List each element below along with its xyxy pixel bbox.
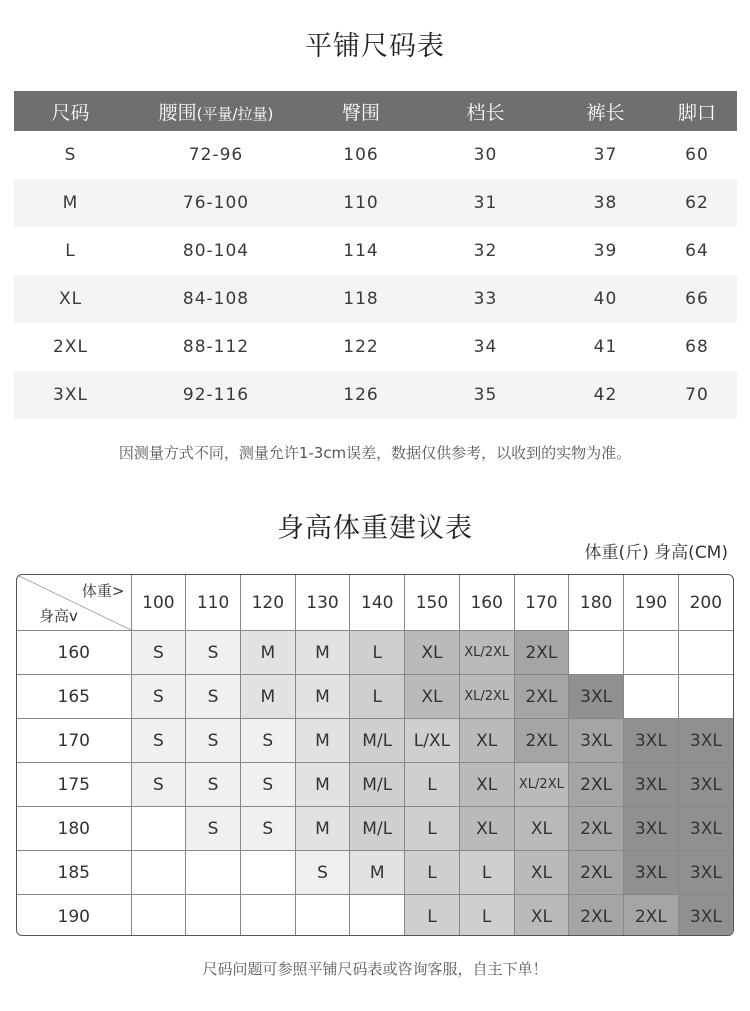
- size-header-label: 尺码: [51, 101, 90, 124]
- recommend-row: [17, 895, 733, 937]
- recommend-size-cell: M: [350, 851, 405, 895]
- weight-header-cell: 180: [569, 575, 624, 631]
- height-cell: 175: [17, 763, 131, 807]
- height-axis-label: 身高v: [39, 607, 78, 625]
- size-value-cell: 39: [593, 241, 618, 261]
- size-label-cell: S: [64, 145, 77, 165]
- recommend-size-cell: XL: [514, 807, 569, 851]
- recommend-size-cell: [623, 675, 678, 719]
- recommend-size-cell: 2XL: [569, 763, 624, 807]
- size-header-sublabel: (平量/拉量): [196, 104, 274, 123]
- recommend-row: [17, 807, 733, 851]
- recommend-row: [17, 763, 733, 807]
- recommend-size-cell: 3XL: [678, 851, 733, 895]
- recommend-table: [17, 575, 733, 936]
- recommend-size-cell: 3XL: [623, 763, 678, 807]
- size-value-cell: 33: [417, 275, 554, 323]
- size-value-cell: 92-116: [127, 371, 305, 419]
- height-cell: 185: [17, 851, 131, 895]
- weight-header-cell: 120: [240, 575, 295, 631]
- recommend-size-cell: [186, 851, 241, 895]
- weight-header-cell: 140: [350, 575, 405, 631]
- recommend-size-cell: M/L: [350, 807, 405, 851]
- size-value-cell: 42: [554, 371, 657, 419]
- recommend-title: 身高体重建议表: [277, 513, 473, 544]
- size-value-cell: 37: [593, 145, 618, 165]
- recommend-size-cell: 3XL: [623, 807, 678, 851]
- size-value-cell: 88-112: [182, 337, 250, 357]
- recommend-size-cell: [131, 895, 186, 937]
- height-cell: 160: [17, 631, 131, 675]
- recommend-size-cell: 2XL: [569, 851, 624, 895]
- size-header-cell: [127, 91, 305, 131]
- size-row: [14, 323, 737, 371]
- recommend-size-cell: M: [240, 631, 295, 675]
- size-header-label: 裤长: [586, 101, 625, 124]
- recommend-size-cell: M: [295, 763, 350, 807]
- weight-header-cell: 150: [405, 575, 460, 631]
- recommend-size-cell: [678, 631, 733, 675]
- recommend-size-cell: XL/2XL: [459, 631, 514, 675]
- recommend-size-cell: M: [295, 807, 350, 851]
- recommend-size-cell: S: [131, 719, 186, 763]
- size-value-cell: 38: [554, 179, 657, 227]
- recommend-size-cell: S: [186, 719, 241, 763]
- weight-header-cell: 130: [295, 575, 350, 631]
- recommend-size-cell: S: [240, 807, 295, 851]
- recommend-size-cell: M: [295, 675, 350, 719]
- recommend-size-cell: L: [405, 807, 460, 851]
- recommend-size-cell: [350, 895, 405, 937]
- size-value-cell: 40: [554, 275, 657, 323]
- size-chart-header-row: [14, 91, 737, 131]
- size-value-cell: 64: [685, 241, 709, 261]
- recommend-size-cell: L: [405, 895, 460, 937]
- recommend-size-cell: L: [459, 895, 514, 937]
- size-value-cell: 31: [417, 179, 554, 227]
- recommend-size-cell: M/L: [350, 719, 405, 763]
- size-row: [14, 179, 737, 227]
- corner-header: [17, 575, 131, 631]
- size-row: [14, 275, 737, 323]
- size-value-cell: 62: [657, 179, 737, 227]
- weight-header-cell: 110: [186, 575, 241, 631]
- size-header-label: 臀围: [341, 101, 380, 124]
- recommend-row: [17, 675, 733, 719]
- size-row: [14, 227, 737, 275]
- recommend-size-cell: 2XL: [569, 807, 624, 851]
- recommend-size-cell: S: [295, 851, 350, 895]
- size-row: [14, 371, 737, 419]
- size-label-cell: M: [14, 179, 127, 227]
- weight-header-cell: 190: [623, 575, 678, 631]
- recommend-size-cell: L: [405, 763, 460, 807]
- size-header-cell: [305, 91, 417, 131]
- recommend-row: [17, 631, 733, 675]
- size-header-cell: [14, 91, 127, 131]
- recommend-size-cell: [240, 895, 295, 937]
- recommend-size-cell: S: [131, 675, 186, 719]
- weight-header-cell: 100: [131, 575, 186, 631]
- recommend-size-cell: S: [240, 719, 295, 763]
- size-value-cell: 68: [685, 337, 709, 357]
- recommend-size-cell: M/L: [350, 763, 405, 807]
- recommend-size-cell: XL: [514, 851, 569, 895]
- recommend-size-cell: 3XL: [569, 675, 624, 719]
- recommend-size-cell: S: [186, 631, 241, 675]
- weight-header-cell: 170: [514, 575, 569, 631]
- recommend-size-cell: S: [131, 763, 186, 807]
- size-value-cell: 80-104: [182, 241, 250, 261]
- height-cell: 165: [17, 675, 131, 719]
- size-chart-table: [14, 91, 737, 419]
- size-label-cell: XL: [14, 275, 127, 323]
- recommend-size-cell: 2XL: [514, 719, 569, 763]
- recommend-size-cell: [240, 851, 295, 895]
- recommend-size-cell: M: [295, 719, 350, 763]
- size-label-cell: L: [65, 241, 76, 261]
- weight-header-row: [17, 575, 733, 631]
- size-value-cell: 72-96: [188, 145, 244, 165]
- recommend-size-cell: XL: [459, 763, 514, 807]
- size-value-cell: 118: [305, 275, 417, 323]
- unit-label: 体重(斤) 身高(CM): [584, 543, 728, 563]
- recommend-size-cell: L: [459, 851, 514, 895]
- recommend-size-cell: 3XL: [569, 719, 624, 763]
- recommend-size-cell: XL: [459, 719, 514, 763]
- measurement-note: 因测量方式不同，测量允许1-3cm误差，数据仅供参考，以收到的实物为准。: [118, 444, 632, 462]
- size-header-cell: [657, 91, 737, 131]
- recommend-size-cell: L: [405, 851, 460, 895]
- recommend-size-cell: L: [350, 631, 405, 675]
- weight-header-cell: 160: [459, 575, 514, 631]
- recommend-size-cell: 3XL: [678, 807, 733, 851]
- size-chart-title: 平铺尺码表: [305, 31, 445, 62]
- recommend-row: [17, 719, 733, 763]
- recommend-size-cell: M: [295, 631, 350, 675]
- recommend-size-cell: [131, 807, 186, 851]
- size-value-cell: 84-108: [127, 275, 305, 323]
- size-value-cell: 60: [685, 145, 709, 165]
- recommend-size-cell: [623, 631, 678, 675]
- recommend-size-cell: [295, 895, 350, 937]
- recommend-size-cell: M: [240, 675, 295, 719]
- size-value-cell: 32: [473, 241, 498, 261]
- recommend-size-cell: S: [240, 763, 295, 807]
- recommend-size-cell: [131, 851, 186, 895]
- height-cell: 190: [17, 895, 131, 937]
- size-header-label: 腰围: [158, 101, 197, 124]
- recommend-size-cell: 2XL: [514, 675, 569, 719]
- size-header-label: 档长: [466, 101, 505, 124]
- recommend-size-cell: 3XL: [678, 895, 733, 937]
- size-value-cell: 110: [305, 179, 417, 227]
- size-value-cell: 114: [343, 241, 379, 261]
- size-value-cell: 66: [657, 275, 737, 323]
- size-value-cell: 122: [343, 337, 379, 357]
- size-header-cell: [554, 91, 657, 131]
- recommend-size-cell: 2XL: [623, 895, 678, 937]
- recommend-size-cell: [569, 631, 624, 675]
- recommend-size-cell: S: [186, 675, 241, 719]
- recommend-size-cell: XL: [514, 895, 569, 937]
- recommend-size-cell: 2XL: [569, 895, 624, 937]
- recommend-size-cell: XL: [459, 807, 514, 851]
- weight-axis-label: 体重>: [81, 582, 125, 600]
- weight-header-cell: 200: [678, 575, 733, 631]
- size-value-cell: 41: [593, 337, 618, 357]
- recommend-size-cell: 3XL: [623, 851, 678, 895]
- recommend-size-cell: [678, 675, 733, 719]
- recommend-size-cell: S: [186, 807, 241, 851]
- recommend-size-cell: 3XL: [678, 763, 733, 807]
- recommend-size-cell: XL/2XL: [459, 675, 514, 719]
- size-value-cell: 35: [417, 371, 554, 419]
- footer-note: 尺码问题可参照平铺尺码表或咨询客服，自主下单！: [202, 960, 548, 978]
- recommend-size-cell: S: [131, 631, 186, 675]
- recommend-size-cell: L: [350, 675, 405, 719]
- size-value-cell: 106: [343, 145, 379, 165]
- recommend-size-cell: XL: [405, 631, 460, 675]
- size-header-label: 脚口: [677, 101, 716, 124]
- size-label-cell: 2XL: [53, 337, 88, 357]
- recommend-size-cell: 3XL: [623, 719, 678, 763]
- recommend-row: [17, 851, 733, 895]
- recommend-size-cell: [186, 895, 241, 937]
- size-row: [14, 131, 737, 179]
- size-header-cell: [417, 91, 554, 131]
- size-value-cell: 126: [305, 371, 417, 419]
- size-label-cell: 3XL: [14, 371, 127, 419]
- size-value-cell: 70: [657, 371, 737, 419]
- recommend-size-cell: 2XL: [514, 631, 569, 675]
- recommend-size-cell: S: [186, 763, 241, 807]
- size-value-cell: 34: [473, 337, 498, 357]
- recommend-table-frame: [16, 574, 734, 936]
- size-value-cell: 76-100: [127, 179, 305, 227]
- height-cell: 180: [17, 807, 131, 851]
- recommend-size-cell: XL: [405, 675, 460, 719]
- recommend-size-cell: 3XL: [678, 719, 733, 763]
- height-cell: 170: [17, 719, 131, 763]
- recommend-size-cell: L/XL: [405, 719, 460, 763]
- recommend-size-cell: XL/2XL: [514, 763, 569, 807]
- size-value-cell: 30: [473, 145, 498, 165]
